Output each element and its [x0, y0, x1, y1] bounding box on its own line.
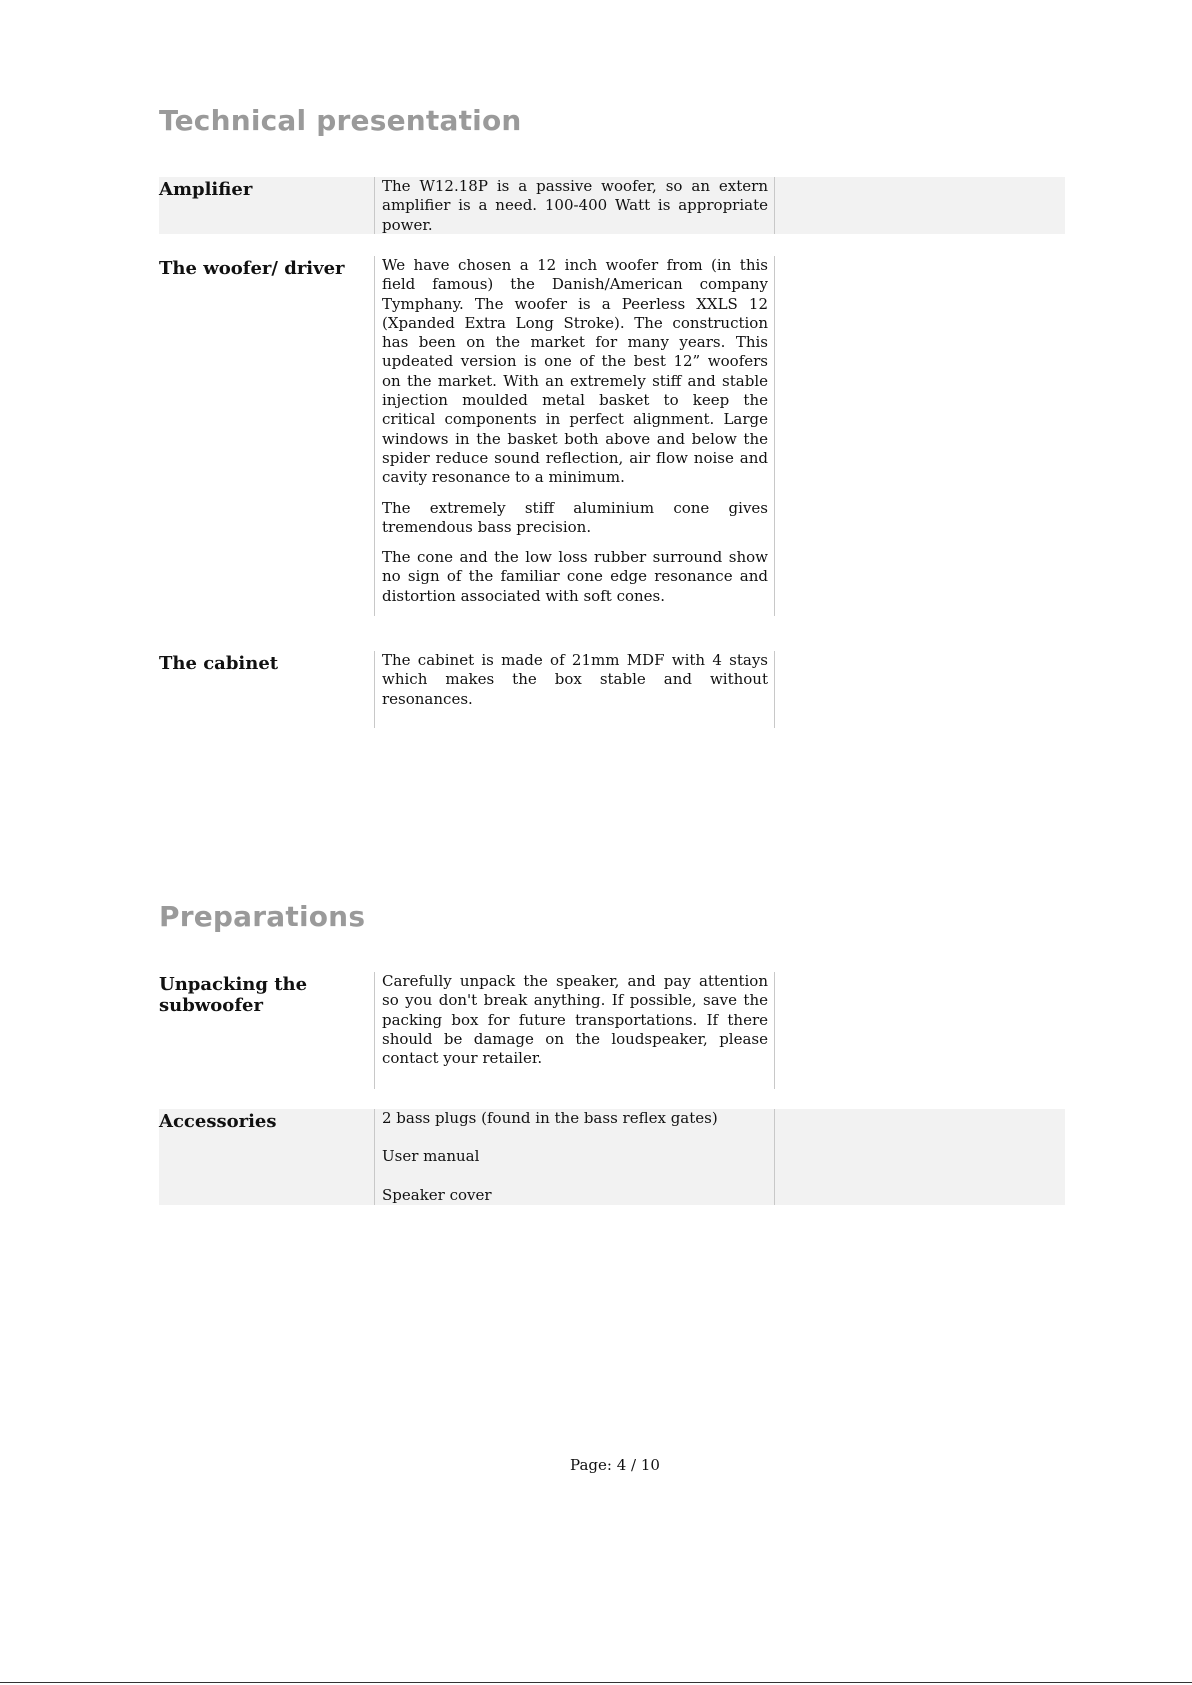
unpacking-text: Carefully unpack the speaker, and pay attention so you don't break anything. If possible, save the packing box for future transportations. If there should be damage on the loudspeaker, please contact your retailer.	[382, 972, 768, 1068]
woofer-paragraph: The cone and the low loss rubber surround show no sign of the familiar cone edge resonance and distortion associated with soft cones.	[382, 548, 768, 605]
technical-presentation-title: Technical presentation	[159, 104, 522, 137]
accessory-item: User manual	[382, 1147, 480, 1166]
amplifier-text: The W12.18P is a passive woofer, so an extern amplifier is a need. 100-400 Watt is appropriate power.	[382, 177, 768, 234]
preparations-title: Preparations	[159, 900, 366, 933]
amplifier-description	[374, 177, 775, 234]
cabinet-row	[159, 651, 1065, 728]
unpacking-description	[374, 972, 775, 1089]
accessories-row	[159, 1109, 1065, 1205]
unpacking-row	[159, 972, 1065, 1089]
woofer-paragraph: The extremely stiff aluminium cone gives tremendous bass precision.	[382, 498, 768, 536]
unpacking-label: Unpacking the subwoofer	[159, 974, 308, 1016]
cabinet-empty-cell	[775, 651, 1065, 728]
page-number: Page: 4 / 10	[570, 1456, 660, 1474]
page-bottom-divider	[0, 1682, 1192, 1683]
amplifier-empty-cell	[775, 177, 1065, 234]
accessory-item: Speaker cover	[382, 1185, 492, 1204]
woofer-paragraph: We have chosen a 12 inch woofer from (in this field famous) the Danish/American company Tymphany. The woofer is a Peerless XXLS 12 (Xpanded Extra Long Stroke). The construction has been on the market for many years. This updeated version is one of the best 12” woofers on the market. With an extremely stiff and stable injection moulded metal basket to keep the critical components in perfect alignment. Large windows in the basket both above and below the spider reduce sound reflection, air flow noise and cavity resonance to a minimum.	[382, 256, 768, 487]
cabinet-label: The cabinet	[159, 653, 279, 674]
woofer-description	[374, 256, 775, 616]
amplifier-label: Amplifier	[159, 179, 253, 200]
accessories-label: Accessories	[159, 1111, 277, 1132]
cabinet-description	[374, 651, 775, 728]
accessories-empty-cell	[775, 1109, 1065, 1205]
accessories-description	[374, 1109, 775, 1205]
woofer-empty-cell	[775, 256, 1065, 616]
woofer-label: The woofer/ driver	[159, 258, 345, 279]
accessory-item: 2 bass plugs (found in the bass reflex gates)	[382, 1109, 718, 1127]
unpacking-empty-cell	[775, 972, 1065, 1089]
woofer-row	[159, 256, 1065, 616]
amplifier-row	[159, 177, 1065, 234]
cabinet-text: The cabinet is made of 21mm MDF with 4 stays which makes the box stable and without resonances.	[382, 651, 768, 708]
